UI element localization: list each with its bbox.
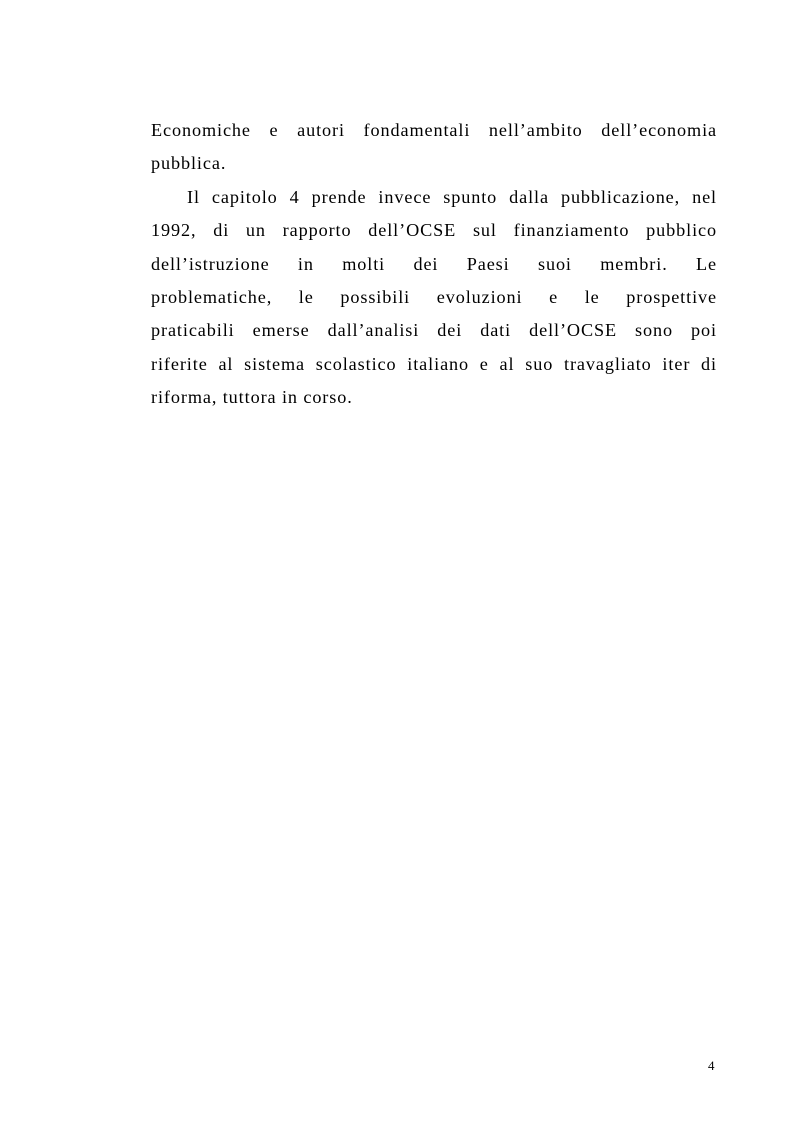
text-line: praticabili emerse dall’analisi dei dati dell’OCSE sono poi — [151, 320, 717, 341]
text-line: pubblica. — [151, 153, 227, 174]
body-text — [151, 114, 717, 415]
text-line: problematiche, le possibili evoluzioni e le prospettive — [151, 286, 717, 307]
page-number: 4 — [708, 1058, 715, 1073]
text-line: Economiche e autori fondamentali nell’ambito dell’economia — [151, 120, 717, 140]
text-line: Il capitolo 4 prende invece spunto dalla pubblicazione, nel — [187, 186, 717, 207]
text-line: riforma, tuttora in corso. — [151, 387, 353, 408]
text-line: dell’istruzione in molti dei Paesi suoi membri. Le — [151, 253, 717, 274]
text-line: riferite al sistema scolastico italiano e al suo travagliato iter di — [151, 353, 717, 374]
text-line: 1992, di un rapporto dell’OCSE sul finanziamento pubblico — [151, 220, 717, 241]
